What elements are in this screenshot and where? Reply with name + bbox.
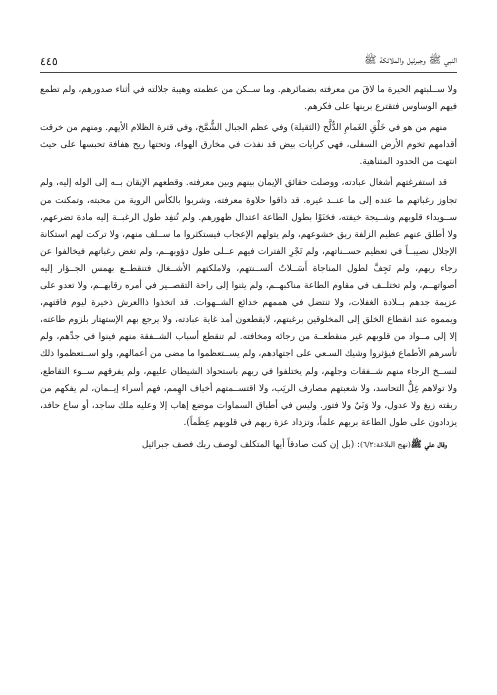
page-number: ٤٤٥ [40, 55, 58, 68]
page-header [40, 50, 457, 68]
paragraph-4-text: : (بل إن كنت صادقاً أيها المتكلف لوصف ربك فصف جبرائيل [141, 439, 361, 450]
header-divider [40, 72, 457, 73]
paragraph-1: ولا ســلبتهم الحيرة ما لاقَ من معرفته بضمائرهم. وما ســكن من عظمته وهيبة جلالته في أثناء صدورهم، ولم تطمع فيهم الوساوس فتقترع برينها على فكرهم. [40, 85, 457, 113]
body-text [40, 82, 457, 454]
paragraph-3: قد استفرغتهم أشغال عبادته، ووصلت حقائق الإيمان بينهم وبين معرفته. وقطعهم الإيقان بــه إلى الوله إليه، ولم تجاوز رغباتهم ما عنده إلى ما عنــد غيره. قد ذاقوا حلاوة معرفته، وشربوا بالكأس الروية من محبته، وتمكنت من ســويداء قلوبهم وشــيجة خيفته، فحَنَوْا بطول الطاعة اعتدال ظهورهم. ولم تُنفِد طول الرغبــة إليه مادة تضرعهم، ولا أطلق عنهم عظيم الزلفة ربق خشوعهم، ولم يتولهم الإعجاب فيستكثروا ما ســلف منهم، ولا تركت لهم استكانة الإجلال نصيبــاً في تعظيم حســناتهم، ولم تَجْرِ الفترات فيهم عــلى طول دؤوبهــم، ولم تغض رغباتهم فيخالفوا عن رجاء ربهم، ولم تَجِفَّ لطول المناجاة أَسَــلاتُ ألســنتهم، ولاملكتهم الأشــغال فتنقطــع بهمس الجــؤار إليه أصواتهــم، ولم تختلــف في مقاوم الطاعة مناكبهــم، ولم يثنوا إلى راحة التقصــير في أمره رقابهــم، ولا تعدو على عزيمة جدهم بــلادة الغفلات، ولا تنتضل في هممهم خدائع الشــهوات. قد اتخذوا ذاالعرش ذخيرة ليوم فاقتهم، ويمموه عند انقطاع الخلق إلى المخلوقين برغبتهم، لايقطعون أمد غاية عبادته، ولا يرجع بهم الإستهتار بلزوم طاعته، إلا إلى مــواد من قلوبهم غير منقطعــة من رجائه ومخافته. لم تنقطع أسباب الشــفقة منهم فينوا في جدِّهم، ولم تأسرهم الأطماع فيؤثروا وشيك السـعي على اجتهادهم، ولم يســتعظموا ما مضى من أعمالهم، ولو اســتعظموا ذلك لنســخ الرجاء منهم شــفقات وجلهم، ولم يختلفوا في ربهم باستحواذ الشيطان عليهم، ولم يفرقهم ســوء التقاطع، ولا تولاهم غِلُّ التحاسد، ولا شعبتهم مصارف الريَب، ولا اقتســمتهم أخياف الهِمم، فهم أسراء إيــمان، لم يفكهم من ربقته زيغ ولا عدول، ولا وَنَيٌ ولا فتور. وليس في أطباق السماوات موضع إهاب إلا وعليه ملك ساجد، أو ساع حافد، يزدادون على طول الطاعة بربهم علماً، وتزداد عزة ربهم في قلوبهم عِظَماً). [40, 178, 457, 428]
running-title: النبي ﷺ وجبرئيل والملائكة ﷺ [364, 55, 457, 66]
citation: (نهج البلاغة:٦/٢) [360, 439, 411, 449]
paragraph-4 [40, 436, 457, 454]
paragraph-2: منهم من هو في خَلْقِ الغَمامِ الدُّلَّح (الثقيلة) وفي عظم الجبال الشُّمَّخ، وفي قترة الظلام الأيهم. ومنهم من خرقت أقدامهم تخوم الأرض السفلى، فهي كرايات بيض قد نفذت في مخارق الهواء، وتحتها ريح هفافة تحبسها على حيث انتهت من الحدود المتناهية. [40, 123, 457, 168]
paragraph-lead: وقال علي ﷺ [410, 439, 447, 450]
